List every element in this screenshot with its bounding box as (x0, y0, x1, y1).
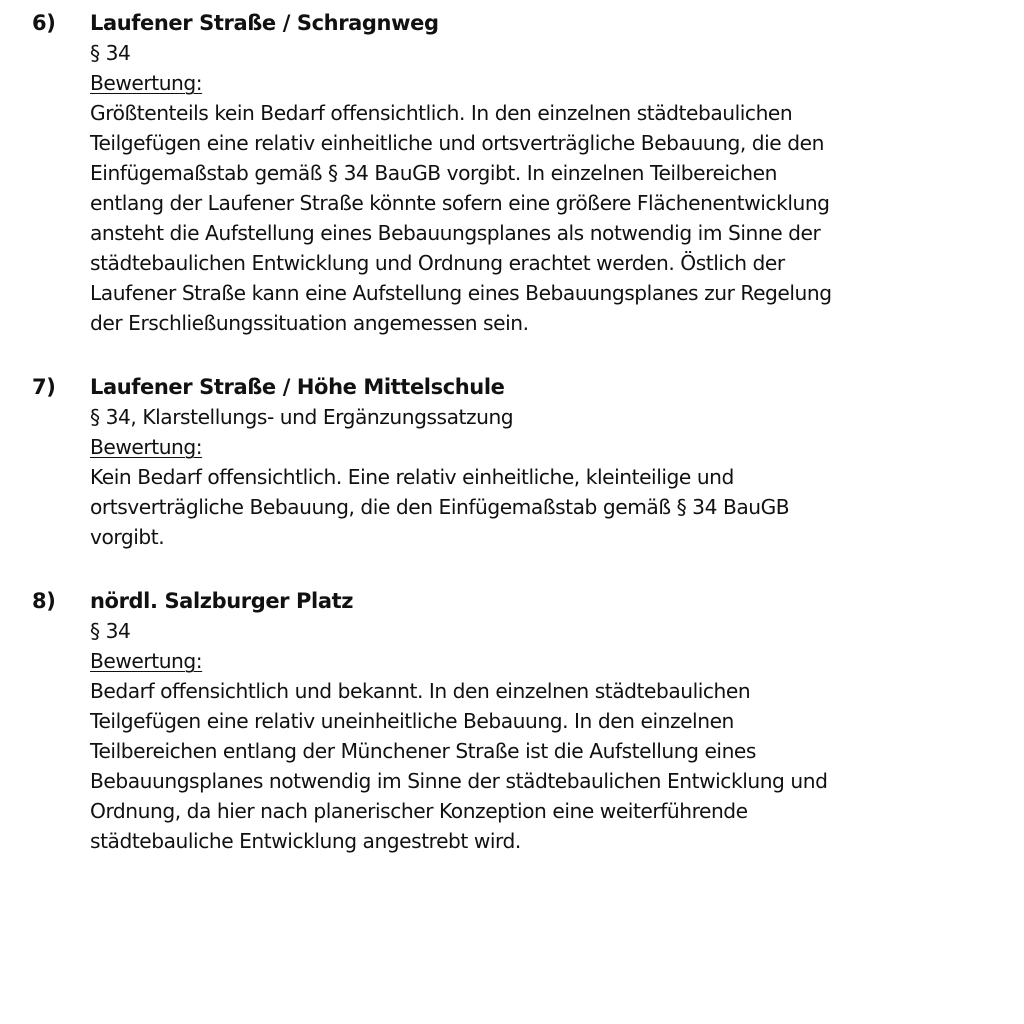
text-line: vorgibt. (90, 525, 165, 549)
text-line: Einfügemaßstab gemäß § 34 BauGB vorgibt. In einzelnen Teilbereichen (90, 161, 777, 185)
text-line: Kein Bedarf offensichtlich. Eine relativ einheitliche, kleinteilige und (90, 465, 734, 489)
paragraph-reference: § 34 (90, 41, 131, 65)
text-line: Größtenteils kein Bedarf offensichtlich. In den einzelnen städtebaulichen (90, 101, 793, 125)
text-line: städtebauliche Entwicklung angestrebt wird. (90, 829, 521, 853)
text-line: entlang der Laufener Straße könnte sofern eine größere Flächenentwicklung (90, 191, 830, 215)
section-title: Laufener Straße / Schragnweg (90, 11, 439, 35)
assessment-text (90, 98, 1015, 338)
section-title: nördl. Salzburger Platz (90, 589, 354, 613)
assessment-label: Bewertung: (90, 649, 203, 673)
assessment-label: Bewertung: (90, 435, 203, 459)
text-line: städtebaulichen Entwicklung und Ordnung erachtet werden. Östlich der (90, 251, 785, 275)
section-content (90, 372, 1015, 552)
paragraph-reference: § 34 (90, 619, 131, 643)
assessment-label: Bewertung: (90, 71, 203, 95)
text-line: der Erschließungssituation angemessen sein. (90, 311, 529, 335)
text-line: Teilbereichen entlang der Münchener Straße ist die Aufstellung eines (90, 739, 756, 763)
text-line: Teilgefügen eine relativ uneinheitliche Bebauung. In den einzelnen (90, 709, 734, 733)
text-line: Laufener Straße kann eine Aufstellung eines Bebauungsplanes zur Regelung (90, 281, 832, 305)
text-line: Bedarf offensichtlich und bekannt. In den einzelnen städtebaulichen (90, 679, 751, 703)
section-content (90, 586, 1015, 856)
text-line: ansteht die Aufstellung eines Bebauungsplanes als notwendig im Sinne der (90, 221, 821, 245)
text-line: Teilgefügen eine relativ einheitliche und ortsverträgliche Bebauung, die den (90, 131, 824, 155)
text-line: ortsverträgliche Bebauung, die den Einfügemaßstab gemäß § 34 BauGB (90, 495, 790, 519)
assessment-text (90, 462, 1015, 552)
text-line: Bebauungsplanes notwendig im Sinne der städtebaulichen Entwicklung und (90, 769, 828, 793)
section-title: Laufener Straße / Höhe Mittelschule (90, 375, 505, 399)
section-number: 7) (32, 375, 56, 399)
section-content (90, 8, 1015, 338)
paragraph-reference: § 34, Klarstellungs- und Ergänzungssatzung (90, 405, 514, 429)
section-number: 8) (32, 589, 56, 613)
assessment-text (90, 676, 1015, 856)
text-line: Ordnung, da hier nach planerischer Konzeption eine weiterführende (90, 799, 748, 823)
section-number: 6) (32, 11, 56, 35)
